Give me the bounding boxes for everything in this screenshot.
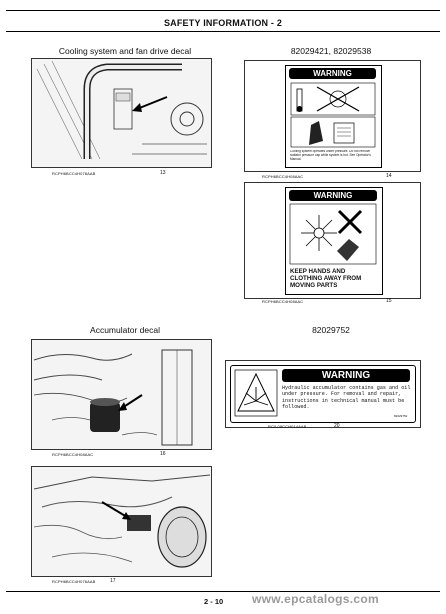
figure-code-15: RCPH6BCC4H08AAC: [262, 299, 304, 304]
top-rule: [6, 10, 440, 11]
figure-code-14: RCPH6BCC4H08AAC: [262, 174, 304, 179]
figure-number-14: 14: [386, 173, 392, 179]
figure-caption-decal-14: 82029421, 82029538: [290, 46, 372, 56]
figure-code-13: RCPH6BCC4H078AAB: [52, 171, 96, 176]
warning-badge-14: WARNING: [289, 68, 376, 79]
figure-number-13: 13: [160, 170, 166, 176]
decal-20-part-number: 82029752: [394, 414, 408, 418]
figure-caption-decal-20: 82029752: [312, 325, 350, 335]
accumulator-photo-illustration: [32, 340, 211, 449]
figure-accumulator-location-photo: [31, 466, 212, 577]
figure-accumulator-photo: [31, 339, 212, 450]
watermark: www.epcatalogs.com: [252, 592, 379, 606]
accumulator-location-illustration: [32, 467, 211, 576]
figure-code-17: RCPH6BCC4H076AAB: [52, 579, 96, 584]
figure-cooling-photo: [31, 58, 212, 168]
decal-20-text: Hydraulic accumulator contains gas and oil under pressure. For removal and repair, instructions in technical manual must be followed.: [282, 385, 411, 410]
warning-badge-15: WARNING: [289, 190, 377, 201]
figure-decal-14: [244, 60, 421, 172]
figure-code-16: RCPH6BCC4H08AAC: [52, 452, 94, 457]
decal-14-pictogram: [289, 81, 377, 149]
decal-14-text: Cooling system operates under pressure. Do not remove radiator pressure cap while system is hot. See Operator's Manual.: [290, 150, 371, 161]
figure-decal-20: [225, 360, 421, 428]
decal-15-text: KEEP HANDS AND CLOTHING AWAY FROM MOVING PARTS: [290, 268, 362, 290]
decal-15-pictogram: [289, 203, 377, 265]
figure-number-20: 20: [334, 423, 340, 429]
cooling-photo-illustration: [32, 59, 211, 167]
figure-decal-15: [244, 182, 421, 299]
figure-code-20: RCIL08CCH014AAB: [268, 424, 307, 429]
warning-badge-20: WARNING: [282, 369, 410, 382]
header-rule: [6, 31, 440, 32]
figure-number-17: 17: [110, 578, 116, 584]
figure-caption-cooling: Cooling system and fan drive decal: [58, 46, 192, 56]
page-title: SAFETY INFORMATION - 2: [163, 18, 283, 28]
figure-caption-accumulator: Accumulator decal: [90, 325, 160, 335]
decal-20-pictogram: [234, 369, 278, 417]
figure-number-15: 15: [386, 298, 392, 304]
page-number: 2 - 10: [204, 597, 224, 606]
figure-number-16: 16: [160, 451, 166, 457]
